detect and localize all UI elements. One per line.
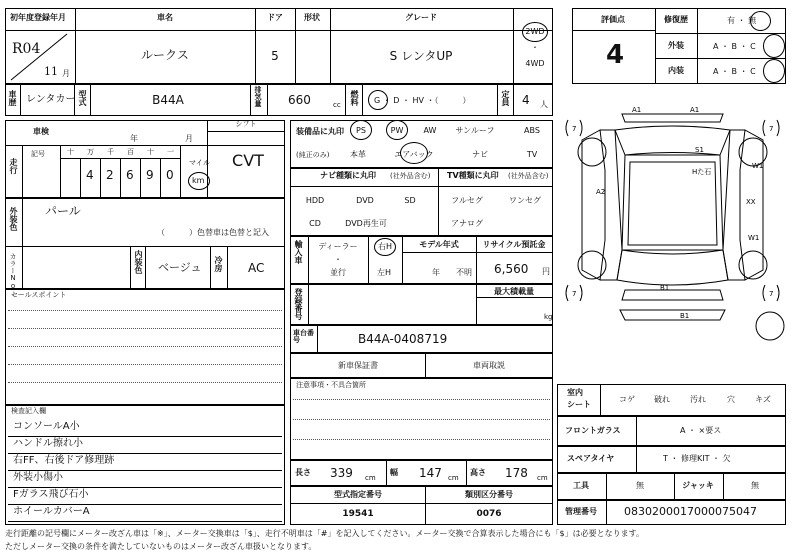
reg-label: 車歴 <box>8 90 17 106</box>
fuel-label: 燃料 <box>350 90 359 106</box>
nav-option-0: HDD <box>305 196 325 205</box>
inspector-label: 検査記入欄 <box>11 407 46 415</box>
type-designation-value: 19541 <box>342 509 374 519</box>
width-label: 幅 <box>390 468 398 477</box>
seat-option-3: 穴 <box>727 395 735 404</box>
drive-4wd: 4WD <box>525 59 545 68</box>
class-label: 類別区分番号 <box>465 490 513 499</box>
door-label: ドア <box>267 13 283 22</box>
type-designation-label: 型式指定番号 <box>334 490 382 499</box>
diagram-mark-3: W1 <box>752 162 764 170</box>
diagram-side-number-1: 7 <box>769 125 774 133</box>
mileage-digit-2: 6 <box>126 168 134 182</box>
diagram-mark-2: S1 <box>695 146 704 154</box>
mileage-unit-km: km <box>192 176 205 185</box>
front-glass-label: フロントガラス <box>565 426 621 435</box>
equipment-option2-2: ナビ <box>472 150 488 159</box>
month-value: 11 <box>44 65 58 78</box>
vehicle-manual: 車両取説 <box>473 361 505 370</box>
tv-option-2: アナログ <box>451 219 483 228</box>
equipment-option2-1: エアバック <box>394 150 434 159</box>
month-unit: 月 <box>62 69 70 78</box>
inspector-line-4: Fガラス飛び石小 <box>13 489 89 500</box>
inspection-year-unit: 年 <box>130 134 138 143</box>
mileage-unit-4: 十 <box>147 148 154 156</box>
height-value: 178 <box>505 466 528 480</box>
diagram-rear <box>617 250 728 285</box>
nav-option-1: DVD <box>356 196 374 205</box>
diagram-side-number-0: 7 <box>572 125 577 133</box>
mileage-digit-1: 2 <box>106 168 114 182</box>
exterior-options: A ・ B ・ C <box>713 42 756 51</box>
model-name-label: 車名 <box>157 13 173 22</box>
year-label: 初年度登録年月 <box>10 13 66 22</box>
sales-point-label: セールスポイント <box>11 291 67 299</box>
spare-wheel <box>756 312 784 340</box>
repair-label: 修復歴 <box>664 15 688 24</box>
width-value: 147 <box>419 466 442 480</box>
paint-note: （ ）色替車は色替と記入 <box>157 228 269 237</box>
shift-label: シフト <box>235 120 257 128</box>
drive-dot: ・ <box>531 43 539 52</box>
seat-label-2: シート <box>567 400 591 409</box>
management-value: 0830200017000075047 <box>624 505 757 518</box>
diagram-left-side <box>582 130 605 280</box>
diagram-mark-4: A2 <box>596 188 606 196</box>
diagram-hood <box>615 126 730 155</box>
mileage-unit-3: 百 <box>127 148 134 156</box>
tv-label-sub: (社外品含む) <box>508 172 549 180</box>
import-dealer: ディーラー <box>318 242 358 251</box>
mileage-unit-1: 万 <box>87 148 94 156</box>
airbag-circle <box>400 142 428 164</box>
footer-note-1: 走行距離の記号欄にメーター改ざん車は「※」、メーター交換車は「$」、走行不明車は「#」を記入してください。メーター交換で合算表示した場合にも「$」は必要となります。 <box>5 529 644 538</box>
interior-label: 内装 <box>668 66 684 75</box>
caution-label: 注意事項・不具合箇所 <box>296 381 366 389</box>
score-label: 評価点 <box>601 15 625 24</box>
interior-circle <box>763 59 785 83</box>
class-value: 0076 <box>476 509 502 519</box>
seat-label-1: 室内 <box>567 388 583 397</box>
inspector-line-2: 右FF、右後ドア修理跡 <box>13 455 115 466</box>
model-year-value: 不明 <box>456 268 472 277</box>
tv-option-0: フルセグ <box>451 196 483 205</box>
management-label: 管理番号 <box>565 507 597 516</box>
type-value: B44A <box>152 93 184 107</box>
jack-label: ジャッキ <box>682 481 714 490</box>
fuel-value: G ・ D ・ HV ・（ ） <box>374 96 471 105</box>
ac-value: AC <box>248 261 265 275</box>
max-load-label: 最大積載量 <box>494 287 534 296</box>
equipment-option-1: PW <box>390 126 404 135</box>
mileage-unit-5: 一 <box>167 148 174 156</box>
diagram-rear-bumper <box>622 290 723 300</box>
repair-circle <box>750 11 771 31</box>
model-year-label: モデル年式 <box>419 240 459 249</box>
equipment-label-sub: (純正のみ) <box>296 151 330 159</box>
diagram-side-number-2: 7 <box>572 290 577 298</box>
tools-value: 無 <box>636 481 644 490</box>
new-car-warranty: 新車保証書 <box>338 361 378 370</box>
car-damage-diagram <box>560 100 790 380</box>
shift-value: CVT <box>232 151 264 170</box>
height-label: 高さ <box>470 468 486 477</box>
chassis-value: B44A-0408719 <box>358 332 448 346</box>
tools-label: 工具 <box>573 481 589 490</box>
tv-option-1: ワンセグ <box>509 196 541 205</box>
equipment-label: 装備品に丸印 <box>296 127 344 136</box>
mileage-unit-2: 千 <box>107 148 114 156</box>
equipment-option-4: ABS <box>524 126 540 135</box>
diagram-mark-1: A1 <box>690 106 700 114</box>
color-value: パール <box>45 204 81 218</box>
capacity-unit: 人 <box>540 100 548 109</box>
fuel-circle <box>368 90 388 110</box>
recycle-label: リサイクル預託金 <box>482 240 546 249</box>
mileage-digit-3: 9 <box>146 168 154 182</box>
diagram-mark-8: B1 <box>660 284 670 292</box>
seat-option-4: キズ <box>755 395 771 404</box>
equipment-option2-0: 本革 <box>350 150 366 159</box>
designation-box <box>290 486 553 525</box>
warranty-box <box>290 353 553 378</box>
length-label: 長さ <box>295 468 311 477</box>
recycle-value: 6,560 <box>494 262 529 276</box>
nav-option-3: CD <box>309 219 321 228</box>
reg-number-label: 登録番号 <box>294 288 303 320</box>
import-dot: ・ <box>334 255 342 264</box>
diagram-side-number-3: 7 <box>769 290 774 298</box>
equipment-option-2: AW <box>423 126 437 135</box>
length-unit: cm <box>365 474 376 482</box>
ac-label: 冷房 <box>214 256 223 272</box>
chassis-label: 車台番号 <box>293 329 314 344</box>
inspection-month-unit: 月 <box>185 134 193 143</box>
seat-box <box>557 384 786 416</box>
equipment-option2-3: TV <box>526 150 538 159</box>
seat-option-2: 汚れ <box>690 395 706 404</box>
diagram-mark-6: XX <box>746 198 756 206</box>
mileage-digit-0: 4 <box>86 168 94 182</box>
inspection-label: 車検 <box>33 127 49 136</box>
shape-label: 形状 <box>304 13 320 22</box>
exterior-label: 外装 <box>668 41 684 50</box>
diagram-mark-9: B1 <box>680 312 690 320</box>
capacity-label: 定員 <box>501 90 510 106</box>
mileage-digit-4: 0 <box>166 168 174 182</box>
mileage-sub: 記号 <box>31 150 45 158</box>
jack-value: 無 <box>751 481 759 490</box>
height-unit: cm <box>537 474 548 482</box>
displacement-label: 排気量 <box>254 86 262 107</box>
footer-note-2: ただしメーター交換の条件を満たしていないものはメーター改ざん車扱いとなります。 <box>5 542 317 551</box>
handle-r: 右H <box>378 242 393 251</box>
diagram-mark-0: A1 <box>632 106 642 114</box>
capacity-value: 4 <box>522 93 530 107</box>
ps-circle <box>350 120 372 140</box>
nav-label: ナビ種類に丸印 <box>320 171 376 180</box>
interior-options: A ・ B ・ C <box>713 67 756 76</box>
grade-label: グレード <box>405 13 437 22</box>
exterior-circle <box>763 34 785 58</box>
seat-option-0: コゲ <box>619 395 635 404</box>
year-value: R04 <box>12 41 41 57</box>
displacement-unit: cc <box>333 101 341 109</box>
nav-label-sub: (社外品含む) <box>390 172 431 180</box>
model-name-value: ルークス <box>141 48 189 62</box>
import-parallel: 並行 <box>330 268 346 277</box>
type-label: 型式 <box>78 90 87 106</box>
reg-value: レンタカー <box>26 94 76 105</box>
nav-option-4: DVD再生可 <box>345 219 387 228</box>
nav-option-2: SD <box>404 196 416 205</box>
diagram-mark-5: Hた石 <box>692 168 712 176</box>
spare-tire-label: スペアタイヤ <box>567 454 615 463</box>
repair-options: 有 ・ 無 <box>727 16 757 25</box>
interior-color-value: ベージュ <box>158 261 202 274</box>
seat-option-1: 破れ <box>654 395 670 404</box>
mileage-unit-0: 十 <box>67 148 74 156</box>
grade-value: S レンタUP <box>389 49 453 63</box>
max-load-unit: kg <box>544 313 553 321</box>
mileage-label: 走行 <box>9 158 18 174</box>
handle-l: 左H <box>377 268 392 277</box>
import-label: 輸入車 <box>294 240 303 264</box>
score-value: 4 <box>605 40 625 70</box>
interior-color-label: 内装色 <box>134 250 143 274</box>
equipment-option-0: PS <box>356 126 366 135</box>
color-no-label: カラーNo. <box>9 253 17 298</box>
diagram-front-bumper <box>622 114 723 122</box>
color-label: 外装色 <box>9 207 18 231</box>
inspector-line-1: ハンドル擦れ小 <box>13 438 83 449</box>
length-value: 339 <box>330 466 353 480</box>
inspector-line-5: ホイールカバーA <box>13 506 90 517</box>
tv-label: TV種類に丸印 <box>447 171 499 180</box>
sales-point-box <box>5 289 285 405</box>
diagram-mark-7: W1 <box>748 234 760 242</box>
displacement-value: 660 <box>288 93 311 107</box>
pw-circle <box>386 120 408 140</box>
front-glass-value: A ・ ×要ス <box>680 426 722 435</box>
equipment-option-3: サンルーフ <box>455 126 495 135</box>
model-year-unit: 年 <box>432 268 440 277</box>
drive-2wd: 2WD <box>525 27 545 36</box>
door-value: 5 <box>271 49 279 63</box>
recycle-unit: 円 <box>542 267 550 276</box>
spare-tire-value: T ・ 修理KIT ・ 欠 <box>663 454 731 463</box>
inspector-line-0: コンソールA小 <box>13 421 80 432</box>
width-unit: cm <box>448 474 459 482</box>
reg-row-box <box>5 84 553 116</box>
inspector-line-3: 外装小傷小 <box>13 472 63 483</box>
mileage-unit-mile: マイル <box>189 159 210 167</box>
